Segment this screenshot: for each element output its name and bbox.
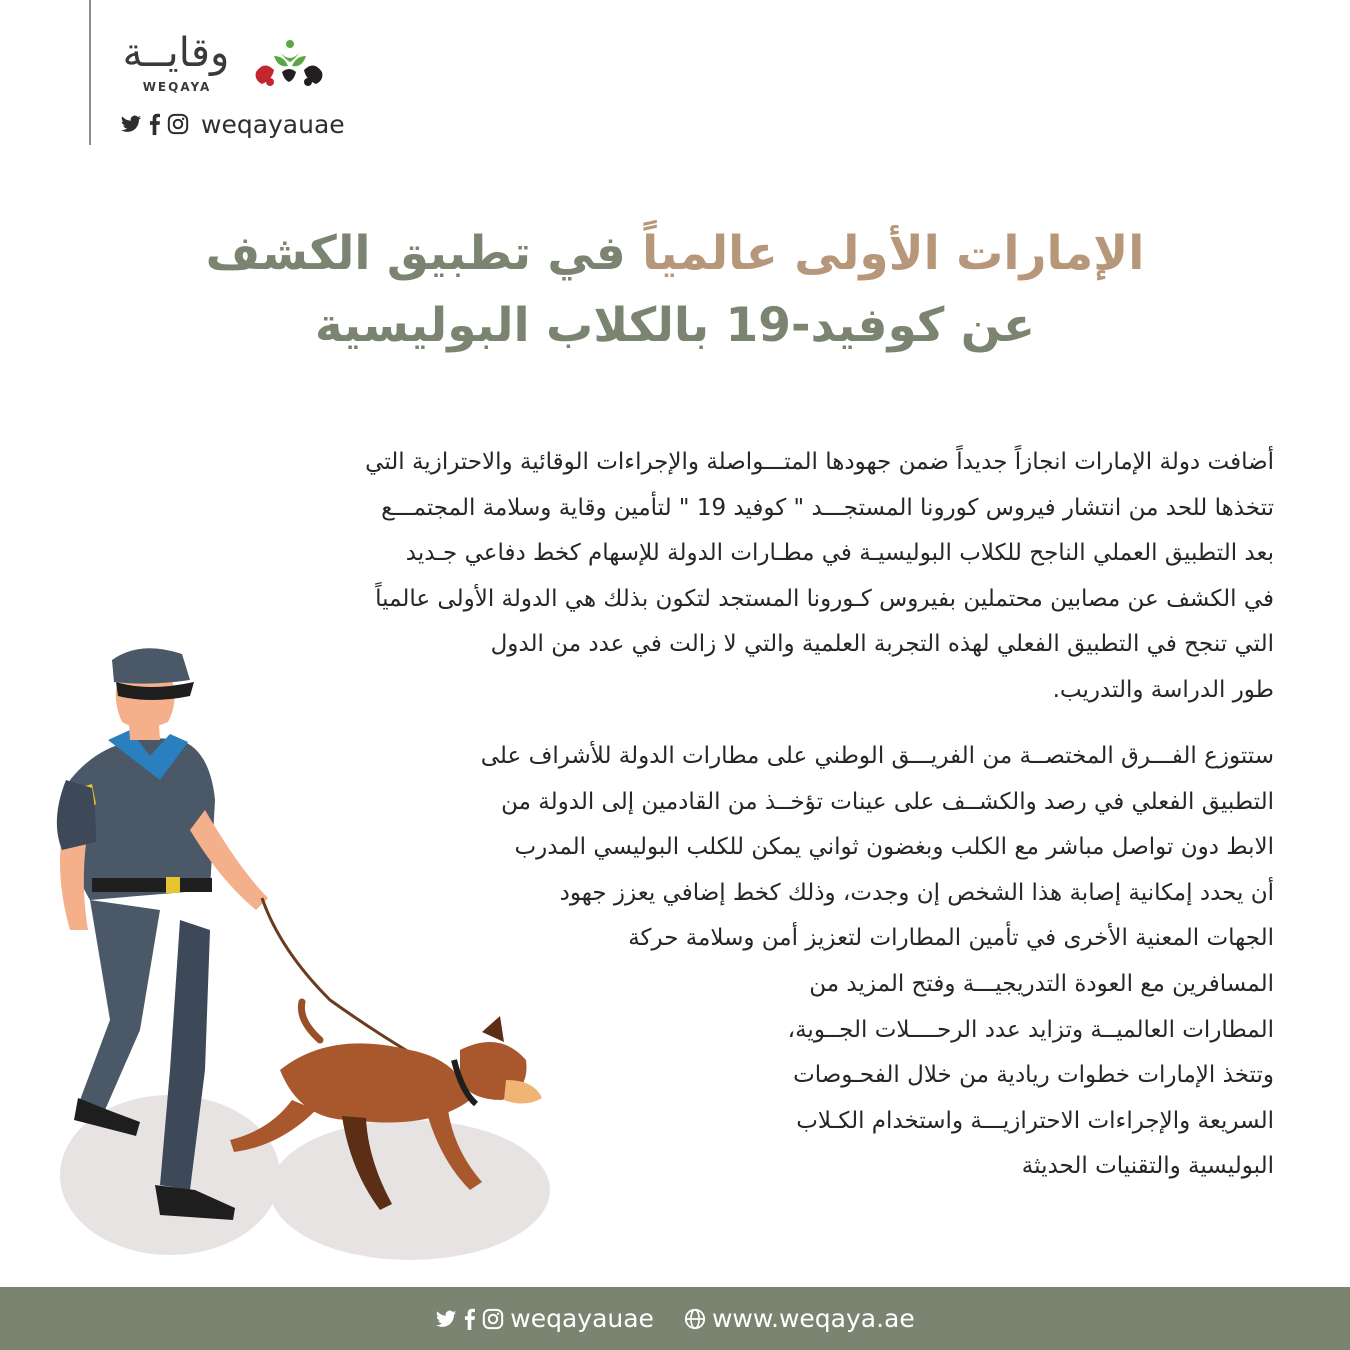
paragraph-2-line: البوليسية والتقنيات الحديثة	[1021, 1153, 1274, 1180]
logo-wordmark-arabic: وقايــة	[122, 30, 230, 76]
officer-front-leg	[80, 900, 160, 1110]
logo-wordmark-english: WEQAYA	[142, 80, 212, 94]
twitter-icon[interactable]	[120, 113, 142, 135]
title-rest: في تطبيق الكشف	[205, 226, 626, 281]
page-title	[100, 218, 1250, 362]
officer-front-sleeve	[57, 780, 96, 850]
paragraph-1-line: التي تنجح في التطبيق الفعلي لهذه التجربة العلمية والتي لا زالت في عدد من الدول	[490, 631, 1274, 658]
paragraph-2-line: أن يحدد إمكانية إصابة هذا الشخص إن وجدت، وذلك كخط إضافي يعزز جهود	[559, 879, 1274, 906]
paragraph-2-line: التطبيق الفعلي في رصد والكشــف على عينات تؤخــذ من القادمين إلى الدولة من	[501, 788, 1274, 815]
social-links-top	[120, 108, 345, 140]
paragraph-2-line: السريعة والإجراءات الاحترازيـــة واستخدام الكـلاب	[796, 1107, 1274, 1134]
footer-social-links	[435, 1304, 654, 1333]
article-paragraph-2	[254, 734, 1274, 1190]
instagram-icon[interactable]	[482, 1308, 504, 1330]
footer-social-handle[interactable]: weqayauae	[510, 1304, 654, 1333]
paragraph-1-line: أضافت دولة الإمارات انجازاً جديداً ضمن جهودها المتـــواصلة والإجراءات الوقائية والاحترازية التي	[365, 449, 1274, 475]
weqaya-logo-icon	[250, 38, 328, 92]
social-handle-top[interactable]: weqayauae	[201, 109, 345, 139]
facebook-icon[interactable]	[148, 113, 161, 135]
paragraph-1-line: طور الدراسة والتدريب.	[1052, 676, 1274, 703]
paragraph-1-line: تتخذها للحد من انتشار فيروس كورونا المستجـــد " كوفيد 19 " لتأمين وقاية وسلامة المجتمـــع	[381, 494, 1274, 521]
logo-mark-dark-dot	[304, 78, 312, 86]
paragraph-2-line: المطارات العالميــة وتزايد عدد الرحــــلات الجــوية،	[787, 1016, 1274, 1043]
footer-website	[684, 1304, 915, 1333]
paragraph-2-line: وتتخذ الإمارات خطوات ريادية من خلال الفحـوصات	[793, 1062, 1274, 1089]
paragraph-2-line: الجهات المعنية الأخرى في تأمين المطارات لتعزيز أمن وسلامة حركة	[628, 925, 1274, 952]
officer-belt-buckle	[166, 877, 180, 893]
logo-mark-center	[282, 69, 296, 82]
footer-bar	[0, 1287, 1350, 1350]
website-link[interactable]: www.weqaya.ae	[711, 1304, 915, 1333]
paragraph-2-line: المسافرين مع العودة التدريجيـــة وفتح المزيد من	[809, 970, 1274, 997]
paragraph-2-line: الابط دون تواصل مباشر مع الكلب وبغضون ثواني يمكن للكلب البوليسي المدرب	[514, 834, 1274, 861]
title-line-1	[100, 218, 1250, 290]
globe-icon	[684, 1308, 706, 1330]
logo-mark-green-dot	[286, 40, 294, 48]
header-divider	[89, 0, 91, 145]
facebook-icon[interactable]	[463, 1308, 476, 1330]
title-accent: الإمارات الأولى عالمياً	[642, 226, 1145, 281]
officer-belt	[92, 878, 212, 892]
paragraph-2-line: ستتوزع الفـــرق المختصــة من الفريـــق الوطني على مطارات الدولة للأشراف على	[480, 743, 1274, 769]
article-paragraph-1	[84, 440, 1274, 714]
instagram-icon[interactable]	[167, 113, 189, 135]
paragraph-1-line: بعد التطبيق العملي الناجح للكلاب البوليسيـة في مطـارات الدولة للإسهام كخط دفاعي جـديد	[405, 540, 1274, 567]
paragraph-1-line: في الكشف عن مصابين محتملين بفيروس كـورونا المستجد لتكون بذلك هي الدولة الأولى عالمياً	[375, 585, 1274, 612]
twitter-icon[interactable]	[435, 1308, 457, 1330]
title-line-2: عن كوفيد-19 بالكلاب البوليسية	[314, 298, 1036, 353]
logo-mark-red-dot	[266, 78, 274, 86]
brand-header	[0, 0, 345, 145]
